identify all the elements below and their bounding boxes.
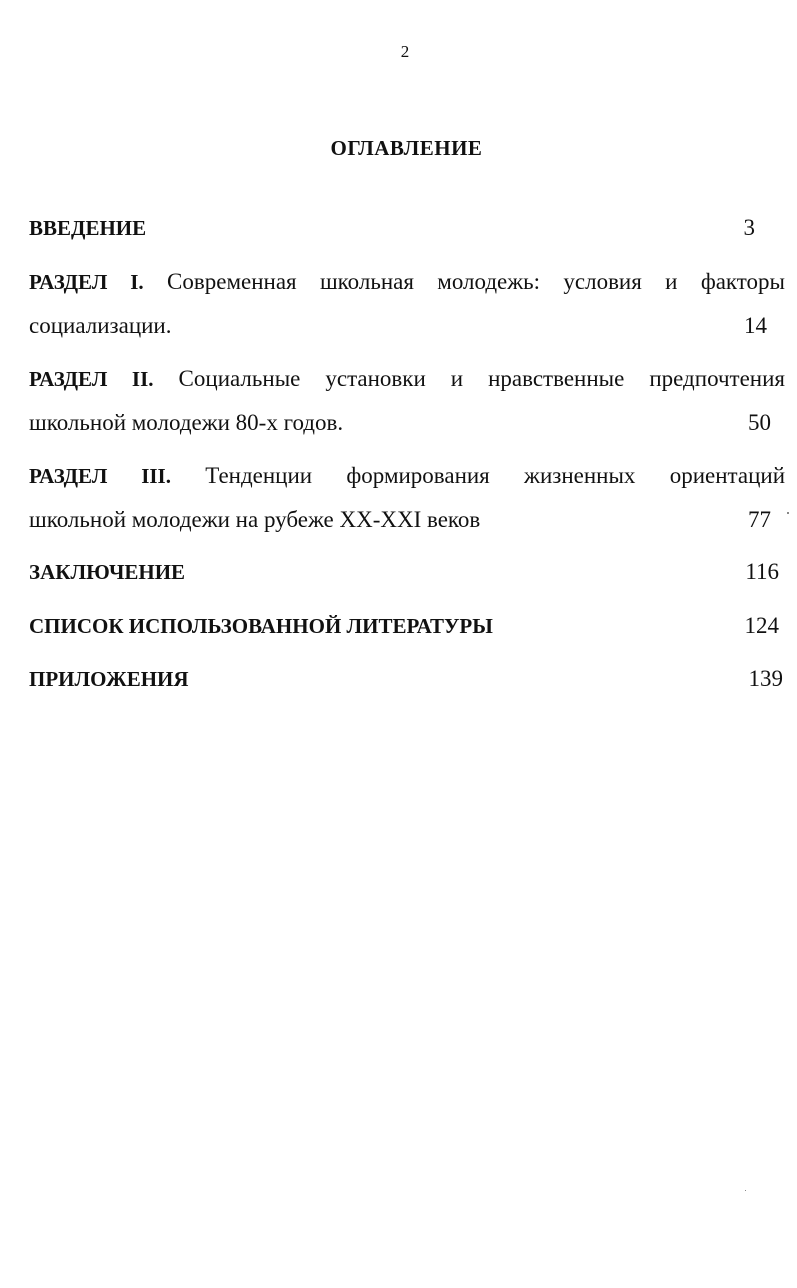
toc-entry-label: СПИСОК ИСПОЛЬЗОВАННОЙ ЛИТЕРАТУРЫ (29, 614, 493, 638)
scan-speck (745, 1190, 746, 1191)
toc-entry-text-line1: Тенденции формирования жизненных ориентаций (205, 463, 785, 488)
toc-entry-page: 124 (744, 613, 779, 638)
toc-entry-appendices (29, 657, 785, 701)
toc-entry-page: 14 (744, 313, 767, 338)
toc-entry-label: ВВЕДЕНИЕ (29, 216, 147, 240)
toc-entry-introduction (29, 206, 785, 250)
toc-entry-page: 3 (743, 215, 755, 240)
toc-entry-conclusion (29, 550, 785, 594)
toc-title: ОГЛАВЛЕНИЕ (330, 136, 483, 160)
toc-entry-label: РАЗДЕЛ II. (29, 367, 154, 391)
toc-entry-page: 116 (745, 559, 779, 584)
scan-speck (787, 512, 789, 514)
toc-entry-section-3 (29, 454, 785, 541)
toc-entry-text-line2: школьной молодежи 80-х годов. (29, 410, 344, 435)
toc-entry-page: 139 (748, 666, 783, 691)
toc-entry-label: РАЗДЕЛ I. (29, 270, 144, 294)
toc-entry-label: ПРИЛОЖЕНИЯ (29, 667, 189, 691)
toc-entry-label: РАЗДЕЛ III. (29, 464, 171, 488)
toc-entry-text-line2: школьной молодежи на рубеже XX-XXI веков (29, 507, 481, 532)
toc-entry-page: 50 (748, 410, 771, 435)
toc-entry-text-line1: Современная школьная молодежь: условия и факторы (167, 269, 786, 294)
page-number: 2 (400, 42, 410, 61)
toc-entry-page: 77 (748, 507, 771, 532)
toc-entry-label: ЗАКЛЮЧЕНИЕ (29, 560, 186, 584)
toc-entry-text-line1: Социальные установки и нравственные предпочтения (178, 366, 785, 391)
toc-entry-text-line2: социализации. (29, 313, 172, 338)
toc-entry-bibliography (29, 604, 785, 648)
toc-entry-section-1 (29, 260, 785, 347)
toc-entry-section-2 (29, 357, 785, 444)
